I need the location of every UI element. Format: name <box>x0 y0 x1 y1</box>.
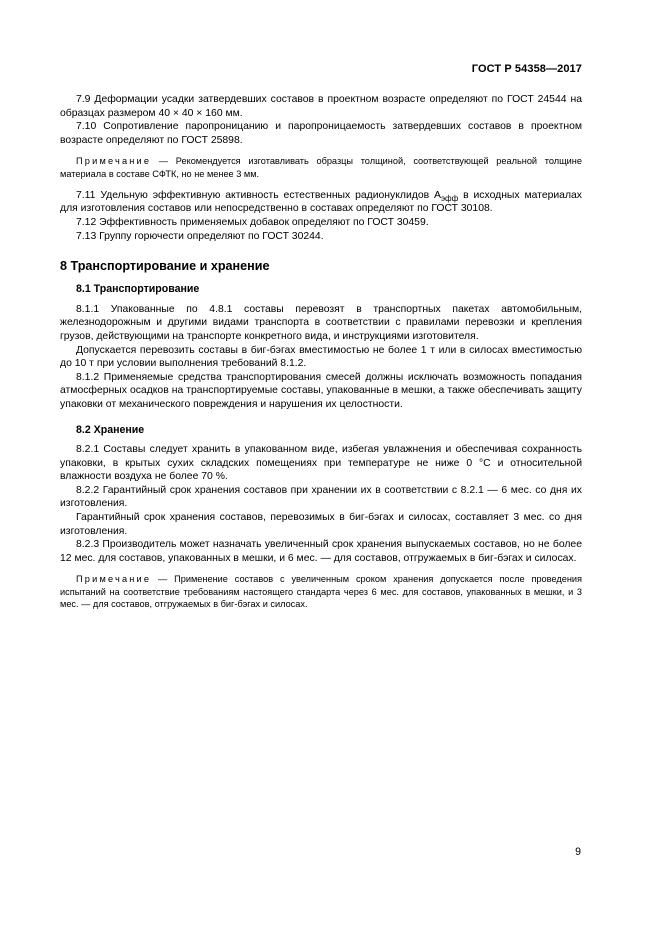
paragraph-8-1-1: 8.1.1 Упакованные по 4.8.1 составы перевозят в транспортных пакетах автомобильным, железнодорожным и другими видами транспорта в соответствии с правилами перевозки и крепления грузов, действующими на транспорте конкретного вида, и инструкциями изготовителя. <box>60 303 582 342</box>
document-id-header: ГОСТ Р 54358—2017 <box>471 63 582 75</box>
paragraph-7-9: 7.9 Деформации усадки затвердевших составов в проектном возрасте определяют по ГОСТ 24544 на образцах размером 40 × 40 × 160 мм. <box>60 94 582 119</box>
paragraph-7-12: 7.12 Эффективность применяемых добавок определяют по ГОСТ 30459. <box>76 216 429 228</box>
paragraph-7-10: 7.10 Сопротивление паропроницанию и паропроницаемость затвердевших составов в проектном возрасте определяют по ГОСТ 25898. <box>60 121 582 146</box>
note-2 <box>60 573 582 610</box>
note-label: Примечание <box>76 156 152 167</box>
paragraph-7-13: 7.13 Группу горючести определяют по ГОСТ 30244. <box>76 230 324 242</box>
subsection-8-1-heading: 8.1 Транспортирование <box>76 283 200 296</box>
subsection-8-2-heading: 8.2 Хранение <box>76 423 145 436</box>
document-body <box>60 93 582 619</box>
note-text: — Применение составов с увеличенным сроком хранения допускается после проведения испытаний на соответствие требованиям настоящего стандарта через 6 мес. для составов, упакованных в мешки, и 3 мес. — для составов, отгружаемых в биг-бэгах и силосах. <box>60 574 582 609</box>
paragraph-8-1-1-continued: Допускается перевозить составы в биг-бэгах вместимостью не более 1 т или в силосах вместимостью до 10 т при условии выполнения требований 8.1.2. <box>60 344 582 370</box>
page-number: 9 <box>575 846 581 858</box>
activity-subscript: эфф <box>440 193 459 203</box>
paragraph-8-2-3: 8.2.3 Производитель может назначать увеличенный срок хранения выпускаемых составов, но не более 12 мес. для составов, упакованных в мешки, и 6 мес. — для составов, отгружаемых в биг-бэгах и силосах. <box>60 539 582 564</box>
paragraph-7-11-post: в исходных материалах для изготовления составов или непосредственно в составах определяют по ГОСТ 30108. <box>60 189 582 215</box>
paragraph-7-11 <box>60 189 582 216</box>
note-1 <box>60 155 582 179</box>
note-text: — Рекомендуется изготавливать образцы толщиной, соответствующей реальной толщине материала в составе СФТК, но не менее 3 мм. <box>60 156 582 179</box>
paragraph-8-2-2-continued: Гарантийный срок хранения составов, перевозимых в биг-бэгах и силосах, составляет 3 мес. со дня изготовления. <box>60 512 582 537</box>
note-label: Примечание <box>76 574 152 585</box>
section-8-heading: 8 Транспортирование и хранение <box>60 259 270 274</box>
paragraph-8-1-2: 8.1.2 Применяемые средства транспортирования смесей должны исключать возможность попадания атмосферных осадков на транспортируемые составы, упакованные в мешки, а также обеспечивать защиту упаковки от механического повреждения и нарушения их целостности. <box>60 371 582 410</box>
paragraph-7-11-pre: 7.11 Удельную эффективную активность естественных радионуклидов А <box>76 189 441 201</box>
paragraph-8-2-2: 8.2.2 Гарантийный срок хранения составов при хранении их в соответствии с 8.2.1 — 6 мес. со дня их изготовления. <box>60 484 582 510</box>
paragraph-8-2-1: 8.2.1 Составы следует хранить в упакованном виде, избегая увлажнения и обеспечивая сохранность упаковки, в крытых сухих складских помещениях при температуре не ниже 0 °С и относительной влажности воздуха не более 70 %. <box>60 444 582 483</box>
